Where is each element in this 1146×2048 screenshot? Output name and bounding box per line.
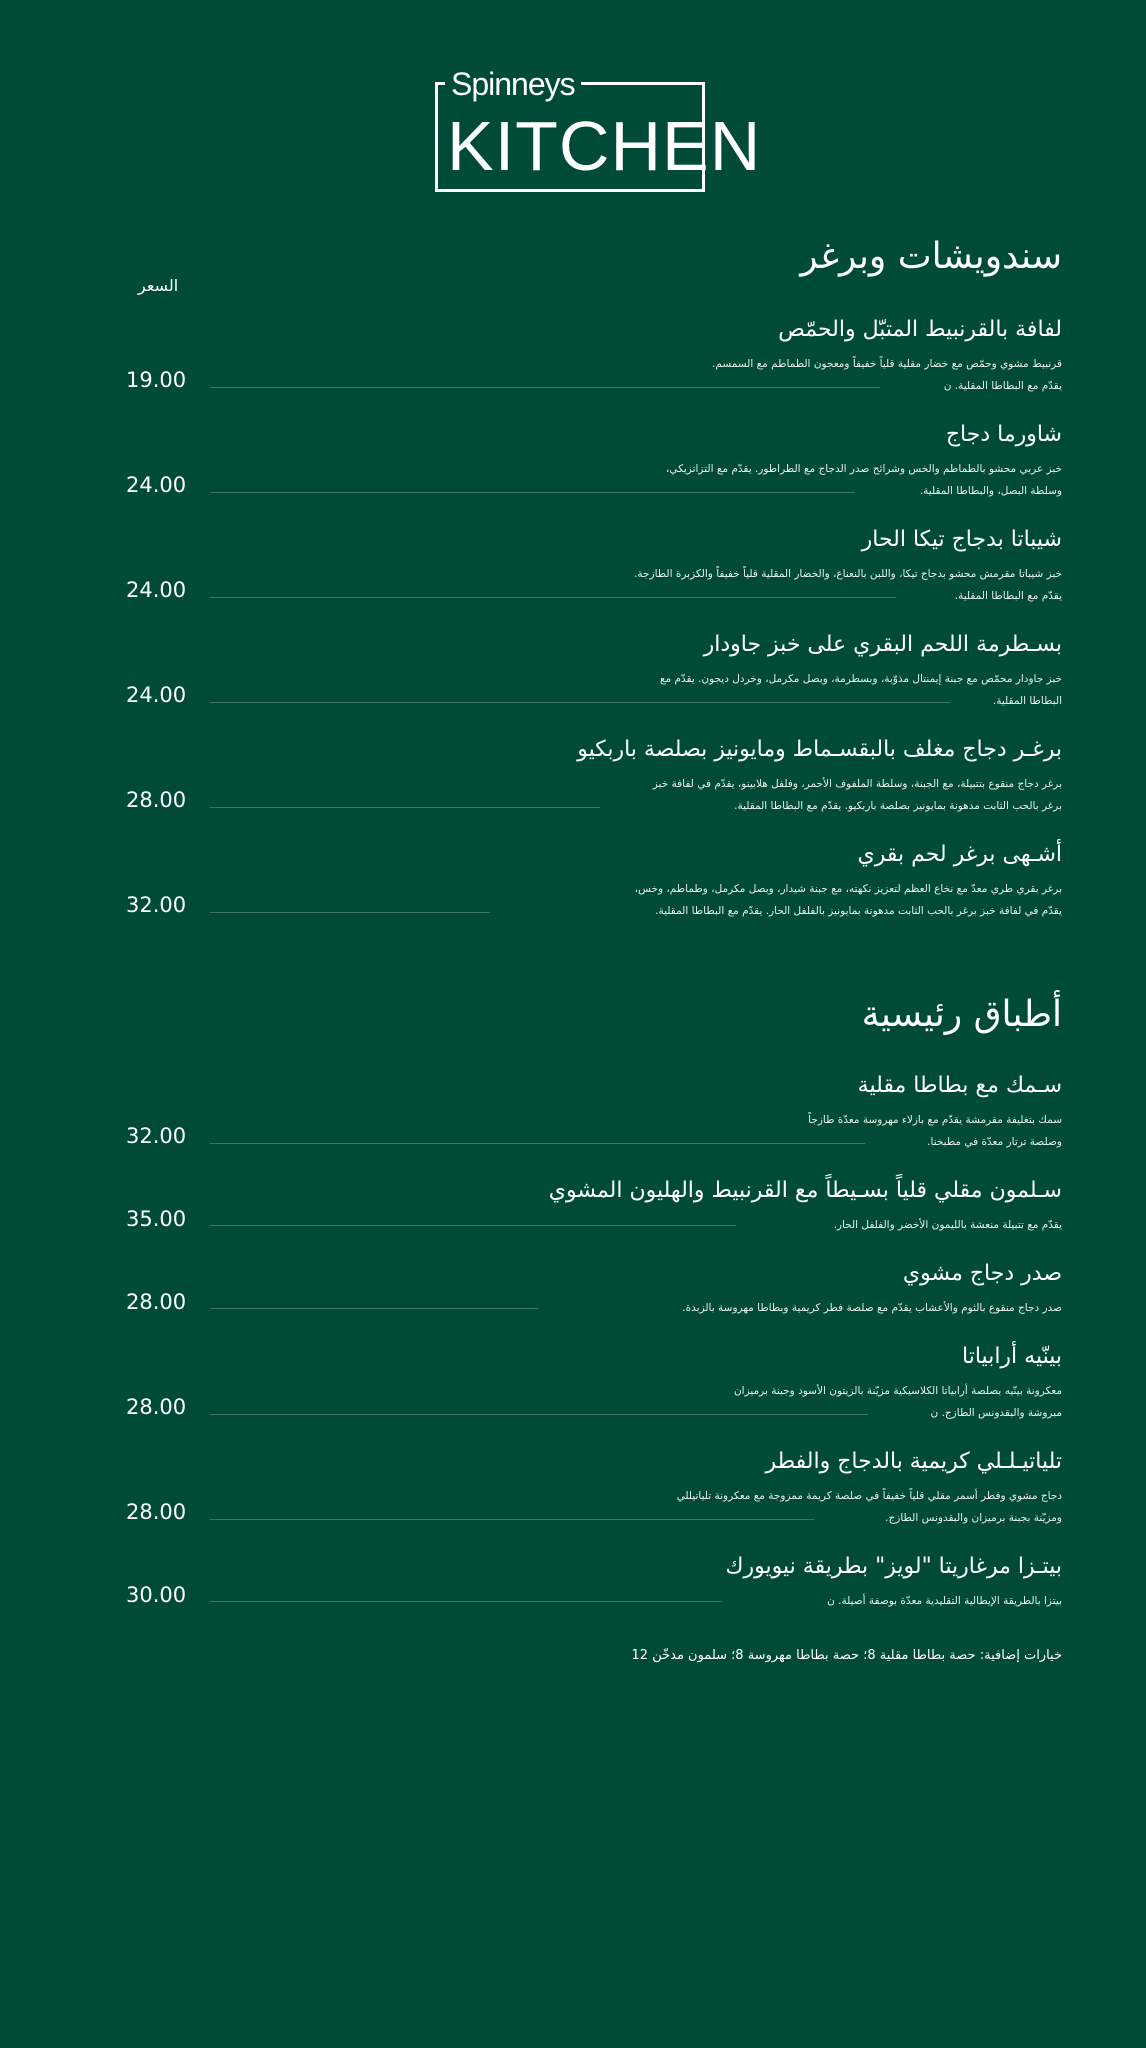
logo-brand-text: Spinneys [445,64,581,104]
item-desc-line: قرنبيط مشوي وحمّص مع خضار مقلية قلياً خفيفاً ومعجون الطماطم مع السمسم. [712,358,1062,370]
item-desc-line: يقدّم مع البطاطا المقلية. ن [943,380,1062,392]
item-name: شاورما دجاج [945,422,1062,447]
item-price: 30.00 [126,1583,187,1607]
item-desc-line: سمك بتغليفة مقرمشة يقدّم مع بازلاء مهروسة معدّة طازجاً [808,1114,1062,1126]
item-desc-line: مبروشة والبقدونس الطازج. ن [930,1407,1062,1419]
item-desc-line: برغر بالحب الثابت مدهونة بمايونيز بصلصة باربكيو. يقدّم مع البطاطا المقلية. [734,800,1062,812]
price-leader-line [210,387,880,388]
item-price: 24.00 [126,473,187,497]
item-description [712,353,1062,397]
price-leader-line [210,492,855,493]
item-description [660,668,1062,712]
price-leader-line [210,1519,814,1520]
item-price: 28.00 [126,1395,187,1419]
item-name: بينّيه أرابياتا [962,1344,1062,1369]
item-desc-line: وصلصة ترتار معدّة في مطبخنا. [927,1136,1062,1148]
item-desc-line: خبز عربي محشو بالطماطم والخس وشرائح صدر الدجاج مع الطراطور. يقدّم مع التزاتزيكي، [665,463,1062,475]
item-description [677,1485,1062,1529]
section-title: أطباق رئيسية [861,994,1062,1035]
item-price: 28.00 [126,1500,187,1524]
price-leader-line [210,1308,538,1309]
item-name: سـمك مع بطاطا مقلية [857,1073,1062,1098]
item-description [734,1380,1062,1424]
item-desc-line: يقدّم في لفافة خبز برغر بالحب الثابت مدهونة بمايونيز بالفلفل الحار. يقدّم مع البطاطا المقلية. [655,905,1062,917]
item-name: صدر دجاج مشوي [902,1261,1062,1286]
price-leader-line [210,597,896,598]
logo-kitchen-text: KITCHEN [447,107,762,185]
price-leader-line [210,1601,722,1602]
item-price: 32.00 [126,893,187,917]
item-desc-line: يقدّم مع البطاطا المقلية. [954,590,1062,602]
extra-options-note: خيارات إضافية: حصة بطاطا مقلية 8؛ حصة بطاطا مهروسة 8؛ سلمون مدخّن 12 [631,1648,1062,1663]
item-desc-line: ومزيّنة بجبنة برميزان والبقدونس الطازج. [885,1512,1062,1524]
item-desc-line: يقدّم مع تتبيلة منعشة بالليمون الأخضر والفلفل الحار. [833,1219,1062,1231]
item-price: 32.00 [126,1124,187,1148]
item-desc-line: صدر دجاج منقوع بالثوم والأعشاب يقدّم مع صلصة فطر كريمية وبطاطا مهروسة بالزبدة. [682,1302,1062,1314]
item-description [834,1214,1062,1236]
item-desc-line: البطاطا المقلية. [992,695,1062,707]
section-title: سندويشات وبرغر [800,236,1062,277]
item-description [653,773,1062,817]
item-desc-line: وسلطة البصل، والبطاطا المقلية. [919,485,1062,497]
price-column-header: السعر [138,276,179,295]
item-desc-line: دجاج مشوي وفطر أسمر مقلي قلياً خفيفاً في صلصة كريمة ممزوجة مع معكرونة تلياتيللي [676,1490,1062,1502]
item-name: أشـهى برغر لحم بقري [857,842,1062,867]
item-description [682,1297,1062,1319]
item-description [666,458,1062,502]
item-price: 35.00 [126,1207,187,1231]
item-price: 24.00 [126,683,187,707]
item-desc-line: بيتزا بالطريقة الإيطالية التقليدية معدّة بوصفة أصيلة. ن [827,1595,1062,1607]
item-name: برغـر دجاج مغلف بالبقسـماط ومايونيز بصلصة باربكيو [577,737,1062,762]
item-name: سـلمون مقلي قلياً بسـيطاً مع القرنبيط والهليون المشوي [548,1178,1062,1203]
item-desc-line: معكرونة بينّيه بصلصة أرابياتا الكلاسيكية مزيّنة بالزيتون الأسود وجبنة برميزان [733,1385,1062,1397]
item-price: 28.00 [126,1290,187,1314]
item-description [635,878,1062,922]
item-name: بسـطرمة اللحم البقري على خبز جاودار [703,632,1062,657]
item-desc-line: برغر دجاج منقوع بتتبيلة، مع الجبنة، وسلطة الملفوف الأحمر، وفلفل هلابينو، يقدّم في لفافة خبز [652,778,1062,790]
item-desc-line: برغر بقري طري معدّ مع نخاع العظم لتعزيز نكهته، مع جبنة شيدار، وبصل مكرمل، وطماطم، وخس، [634,883,1062,895]
kitchen-logo [435,66,762,195]
item-name: تلياتيـلـلي كريمية بالدجاج والفطر [765,1449,1062,1474]
item-description [808,1109,1062,1153]
item-desc-line: خبز شيباتا مقرمش محشو بدجاج تيكا، واللبن بالنعناع، والخضار المقلية قلياً خفيفاً والكزبرة الطازجة. [634,568,1062,580]
item-name: شيباتا بدجاج تيكا الحار [861,527,1062,552]
item-description [827,1590,1062,1612]
price-leader-line [210,807,600,808]
price-leader-line [210,1414,868,1415]
price-leader-line [210,1143,865,1144]
item-description [634,563,1062,607]
item-name: لفافة بالقرنبيط المتبّل والحمّص [778,317,1062,342]
price-leader-line [210,912,490,913]
item-name: بيتـزا مرغاريتا "لويز" بطريقة نيويورك [725,1554,1062,1579]
price-leader-line [210,702,950,703]
item-desc-line: خبز جاودار محمّص مع جبنة إيمنتال مذوّبة، وبسطرمة، وبصل مكرمل، وخردل ديجون. يقدّم مع [659,673,1062,685]
price-leader-line [210,1225,736,1226]
item-price: 28.00 [126,788,187,812]
item-price: 19.00 [126,368,187,392]
item-price: 24.00 [126,578,187,602]
